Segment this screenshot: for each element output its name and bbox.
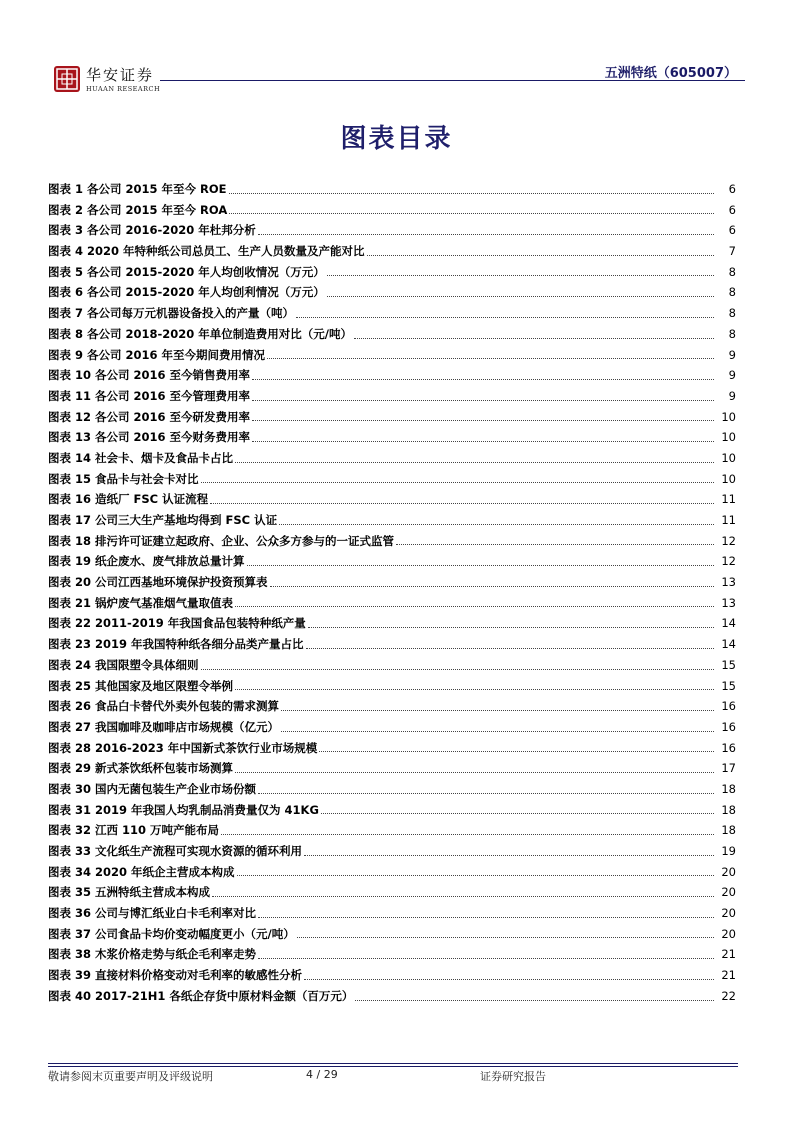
toc-leader-dots bbox=[235, 771, 714, 773]
toc-entry-page[interactable]: 7 bbox=[728, 244, 736, 259]
toc-leader-dots bbox=[229, 212, 714, 214]
toc-entry-label[interactable]: 图表 19 纸企废水、废气排放总量计算 bbox=[48, 554, 245, 569]
toc-entry[interactable] bbox=[48, 903, 736, 924]
toc-leader-dots bbox=[267, 357, 714, 359]
toc-entry-label[interactable]: 图表 14 社会卡、烟卡及食品卡占比 bbox=[48, 450, 234, 465]
toc-leader-dots bbox=[201, 668, 714, 670]
toc-entry-page[interactable]: 9 bbox=[728, 368, 736, 383]
toc-entry-label[interactable]: 图表 31 2019 年我国人均乳制品消费量仅为 41KG bbox=[48, 802, 319, 817]
toc-entry[interactable] bbox=[48, 200, 736, 221]
toc-entry-label[interactable]: 图表 33 文化纸生产流程可实现水资源的循环利用 bbox=[48, 844, 303, 858]
toc-leader-dots bbox=[304, 854, 714, 856]
toc-entry-page[interactable]: 15 bbox=[721, 657, 736, 672]
toc-entry-label[interactable]: 图表 9 各公司 2016 年至今期间费用情况 bbox=[48, 347, 266, 362]
toc-entry-page[interactable]: 8 bbox=[728, 285, 736, 300]
footer-divider-secondary bbox=[48, 1066, 738, 1067]
toc-entry[interactable] bbox=[48, 924, 736, 945]
toc-leader-dots bbox=[308, 626, 714, 628]
toc-leader-dots bbox=[321, 812, 714, 814]
toc-entry[interactable] bbox=[48, 407, 736, 428]
logo-text-en: HUAAN RESEARCH bbox=[86, 85, 161, 93]
toc-leader-dots bbox=[235, 605, 714, 607]
toc-entry-page[interactable]: 16 bbox=[721, 740, 736, 755]
toc-leader-dots bbox=[281, 709, 714, 711]
toc-entry-page[interactable]: 16 bbox=[721, 699, 736, 714]
toc-leader-dots bbox=[304, 978, 714, 980]
toc-leader-dots bbox=[281, 730, 714, 732]
toc-entry-page[interactable]: 9 bbox=[728, 347, 736, 362]
toc-entry-label[interactable]: 图表 34 2020 年纸企主营成本构成 bbox=[48, 864, 235, 879]
toc-entry[interactable] bbox=[48, 758, 736, 779]
toc-entry[interactable] bbox=[48, 613, 736, 634]
huaan-logo-icon bbox=[54, 66, 80, 92]
toc-leader-dots bbox=[212, 895, 714, 897]
toc-leader-dots bbox=[319, 750, 714, 752]
toc-entry[interactable] bbox=[48, 655, 736, 676]
toc-entry-label[interactable]: 图表 11 各公司 2016 至今管理费用率 bbox=[48, 388, 251, 403]
toc-entry-page[interactable]: 6 bbox=[728, 223, 736, 238]
toc-entry-label[interactable]: 图表 1 各公司 2015 年至今 ROE bbox=[48, 182, 227, 196]
toc-entry-page[interactable]: 12 bbox=[721, 554, 736, 569]
toc-leader-dots bbox=[247, 564, 714, 566]
toc-entry-label[interactable]: 图表 32 江西 110 万吨产能布局 bbox=[48, 823, 220, 838]
footer-page-number: 4 / 29 bbox=[306, 1068, 338, 1081]
toc-entry[interactable] bbox=[48, 820, 736, 841]
toc-leader-dots bbox=[210, 502, 714, 504]
toc-entry-page[interactable]: 18 bbox=[721, 781, 736, 796]
toc-entry[interactable] bbox=[48, 800, 736, 821]
toc-leader-dots bbox=[258, 916, 714, 918]
toc-leader-dots bbox=[221, 833, 714, 835]
toc-entry[interactable] bbox=[48, 779, 736, 800]
toc-entry-page[interactable]: 12 bbox=[721, 533, 736, 548]
footer-disclaimer: 敬请参阅末页重要声明及评级说明 bbox=[48, 1070, 213, 1083]
toc-entry-label[interactable]: 图表 37 公司食品卡均价变动幅度更小（元/吨） bbox=[48, 926, 295, 941]
toc-leader-dots bbox=[252, 440, 714, 442]
toc-entry-page[interactable]: 8 bbox=[728, 326, 736, 341]
toc-leader-dots bbox=[367, 254, 714, 256]
toc-entry-page[interactable]: 10 bbox=[721, 471, 736, 486]
toc-entry-page[interactable]: 20 bbox=[721, 885, 736, 900]
toc-entry-label[interactable]: 图表 13 各公司 2016 至今财务费用率 bbox=[48, 430, 251, 445]
toc-entry[interactable] bbox=[48, 717, 736, 738]
toc-entry-page[interactable]: 21 bbox=[721, 968, 736, 983]
toc-leader-dots bbox=[235, 461, 714, 463]
toc-entry-label[interactable]: 图表 8 各公司 2018-2020 年单位制造费用对比（元/吨） bbox=[48, 326, 353, 341]
toc-entry-page[interactable]: 17 bbox=[721, 761, 736, 776]
toc-entry-label[interactable]: 图表 4 2020 年特种纸公司总员工、生产人员数量及产能对比 bbox=[48, 244, 365, 259]
toc-leader-dots bbox=[235, 688, 714, 690]
toc-entry-label[interactable]: 图表 27 我国咖啡及咖啡店市场规模（亿元） bbox=[48, 719, 280, 734]
page-header bbox=[48, 58, 745, 98]
toc-entry[interactable] bbox=[48, 365, 736, 386]
toc-entry[interactable] bbox=[48, 241, 736, 262]
toc-entry-label[interactable]: 图表 18 排污许可证建立起政府、企业、公众多方参与的一证式监管 bbox=[48, 533, 395, 548]
toc-leader-dots bbox=[258, 957, 714, 959]
toc-leader-dots bbox=[270, 585, 714, 587]
toc-entry-page[interactable]: 11 bbox=[721, 492, 736, 507]
toc-leader-dots bbox=[252, 378, 714, 380]
toc-entry-page[interactable]: 14 bbox=[721, 616, 736, 631]
toc-entry[interactable] bbox=[48, 551, 736, 572]
toc-entry[interactable] bbox=[48, 345, 736, 366]
toc-entry-page[interactable]: 19 bbox=[721, 844, 736, 858]
footer-report-type: 证券研究报告 bbox=[480, 1070, 546, 1083]
toc-entry[interactable] bbox=[48, 944, 736, 965]
toc-entry[interactable] bbox=[48, 179, 736, 200]
toc-entry[interactable] bbox=[48, 593, 736, 614]
toc-entry-label[interactable]: 图表 15 食品卡与社会卡对比 bbox=[48, 471, 199, 486]
toc-leader-dots bbox=[396, 543, 714, 545]
toc-entry[interactable] bbox=[48, 841, 736, 862]
toc-entry-page[interactable]: 6 bbox=[728, 202, 736, 217]
toc-entry-page[interactable]: 20 bbox=[721, 926, 736, 941]
toc-leader-dots bbox=[279, 523, 714, 525]
toc-entry-label[interactable]: 图表 21 锅炉废气基准烟气量取值表 bbox=[48, 595, 234, 610]
toc-entry-label[interactable]: 图表 12 各公司 2016 至今研发费用率 bbox=[48, 409, 251, 424]
toc-entry-label[interactable]: 图表 26 食品白卡替代外卖外包装的需求测算 bbox=[48, 699, 280, 714]
toc-entry-page[interactable]: 15 bbox=[721, 678, 736, 693]
toc-entry-page[interactable]: 18 bbox=[721, 802, 736, 817]
toc-entry[interactable] bbox=[48, 696, 736, 717]
toc-entry[interactable] bbox=[48, 220, 736, 241]
toc-entry-label[interactable]: 图表 29 新式茶饮纸杯包装市场测算 bbox=[48, 761, 234, 776]
toc-entry[interactable] bbox=[48, 489, 736, 510]
toc-entry-label[interactable]: 图表 36 公司与博汇纸业白卡毛利率对比 bbox=[48, 906, 257, 921]
toc-leader-dots bbox=[327, 274, 714, 276]
toc-leader-dots bbox=[229, 192, 714, 194]
toc-entry-page[interactable]: 22 bbox=[721, 988, 736, 1003]
toc-leader-dots bbox=[252, 419, 714, 421]
toc-leader-dots bbox=[258, 792, 714, 794]
toc-entry[interactable] bbox=[48, 634, 736, 655]
toc-leader-dots bbox=[306, 647, 714, 649]
toc-entry-page[interactable]: 20 bbox=[721, 864, 736, 879]
toc-entry-label[interactable]: 图表 25 其他国家及地区限塑令举例 bbox=[48, 678, 234, 693]
toc-entry-label[interactable]: 图表 39 直接材料价格变动对毛利率的敏感性分析 bbox=[48, 968, 303, 983]
toc-entry-label[interactable]: 图表 30 国内无菌包装生产企业市场份额 bbox=[48, 781, 257, 796]
toc-leader-dots bbox=[296, 316, 714, 318]
toc-entry[interactable] bbox=[48, 986, 736, 1007]
toc-entry-label[interactable]: 图表 23 2019 年我国特种纸各细分品类产量占比 bbox=[48, 637, 304, 652]
toc-leader-dots bbox=[297, 936, 714, 938]
toc-entry-label[interactable]: 图表 35 五洲特纸主营成本构成 bbox=[48, 885, 211, 900]
toc-leader-dots bbox=[201, 481, 714, 483]
toc-entry-page[interactable]: 10 bbox=[721, 430, 736, 445]
toc-entry-label[interactable]: 图表 2 各公司 2015 年至今 ROA bbox=[48, 202, 228, 217]
toc-leader-dots bbox=[258, 233, 714, 235]
toc-entry-label[interactable]: 图表 16 造纸厂 FSC 认证流程 bbox=[48, 492, 209, 507]
toc-leader-dots bbox=[237, 874, 714, 876]
toc-leader-dots bbox=[355, 999, 714, 1001]
toc-entry[interactable] bbox=[48, 965, 736, 986]
toc-entry[interactable] bbox=[48, 262, 736, 283]
toc-entry[interactable] bbox=[48, 303, 736, 324]
table-of-figures bbox=[48, 179, 736, 1007]
toc-entry-page[interactable]: 11 bbox=[721, 513, 736, 527]
toc-entry-label[interactable]: 图表 22 2011-2019 年我国食品包装特种纸产量 bbox=[48, 616, 306, 631]
toc-entry-page[interactable]: 8 bbox=[728, 306, 736, 321]
toc-entry[interactable] bbox=[48, 738, 736, 759]
toc-entry-label[interactable]: 图表 5 各公司 2015-2020 年人均创收情况（万元） bbox=[48, 264, 325, 279]
toc-entry[interactable] bbox=[48, 324, 736, 345]
page-title: 图表目录 bbox=[340, 124, 453, 154]
toc-entry[interactable] bbox=[48, 386, 736, 407]
toc-entry[interactable] bbox=[48, 469, 736, 490]
footer-divider bbox=[48, 1063, 738, 1064]
toc-entry-label[interactable]: 图表 7 各公司每万元机器设备投入的产量（吨） bbox=[48, 306, 295, 321]
toc-leader-dots bbox=[252, 399, 714, 401]
toc-entry-label[interactable]: 图表 6 各公司 2015-2020 年人均创利情况（万元） bbox=[48, 285, 325, 300]
logo-text-cn: 华安证券 bbox=[86, 66, 155, 84]
toc-entry[interactable] bbox=[48, 882, 736, 903]
toc-entry-label[interactable]: 图表 17 公司三大生产基地均得到 FSC 认证 bbox=[48, 513, 278, 527]
toc-entry[interactable] bbox=[48, 282, 736, 303]
toc-entry[interactable] bbox=[48, 676, 736, 697]
toc-entry-label[interactable]: 图表 38 木浆价格走势与纸企毛利率走势 bbox=[48, 947, 257, 962]
company-name: 五洲特纸（605007） bbox=[604, 66, 737, 81]
toc-entry-page[interactable]: 6 bbox=[728, 182, 736, 196]
toc-entry-label[interactable]: 图表 24 我国限塑令具体细则 bbox=[48, 657, 199, 672]
toc-entry-label[interactable]: 图表 20 公司江西基地环境保护投资预算表 bbox=[48, 575, 268, 590]
toc-entry-label[interactable]: 图表 10 各公司 2016 至今销售费用率 bbox=[48, 368, 251, 383]
toc-entry[interactable] bbox=[48, 572, 736, 593]
toc-entry-page[interactable]: 10 bbox=[721, 450, 736, 465]
toc-entry-page[interactable]: 10 bbox=[721, 409, 736, 424]
toc-entry-label[interactable]: 图表 28 2016-2023 年中国新式茶饮行业市场规模 bbox=[48, 740, 318, 755]
toc-entry-page[interactable]: 21 bbox=[721, 947, 736, 962]
toc-entry-label[interactable]: 图表 3 各公司 2016-2020 年杜邦分析 bbox=[48, 223, 256, 238]
toc-entry[interactable] bbox=[48, 862, 736, 883]
toc-entry-page[interactable]: 13 bbox=[721, 595, 736, 610]
toc-entry-page[interactable]: 20 bbox=[721, 906, 736, 921]
toc-entry-page[interactable]: 18 bbox=[721, 823, 736, 838]
toc-entry-page[interactable]: 13 bbox=[721, 575, 736, 590]
toc-entry[interactable] bbox=[48, 510, 736, 531]
toc-leader-dots bbox=[354, 337, 714, 339]
toc-entry-page[interactable]: 16 bbox=[721, 719, 736, 734]
toc-leader-dots bbox=[327, 295, 714, 297]
toc-entry-page[interactable]: 9 bbox=[728, 388, 736, 403]
toc-entry-page[interactable]: 14 bbox=[721, 637, 736, 652]
toc-entry-label[interactable]: 图表 40 2017-21H1 各纸企存货中原材料金额（百万元） bbox=[48, 988, 354, 1003]
toc-entry[interactable] bbox=[48, 427, 736, 448]
toc-entry-page[interactable]: 8 bbox=[728, 264, 736, 279]
toc-entry[interactable] bbox=[48, 531, 736, 552]
toc-entry[interactable] bbox=[48, 448, 736, 469]
